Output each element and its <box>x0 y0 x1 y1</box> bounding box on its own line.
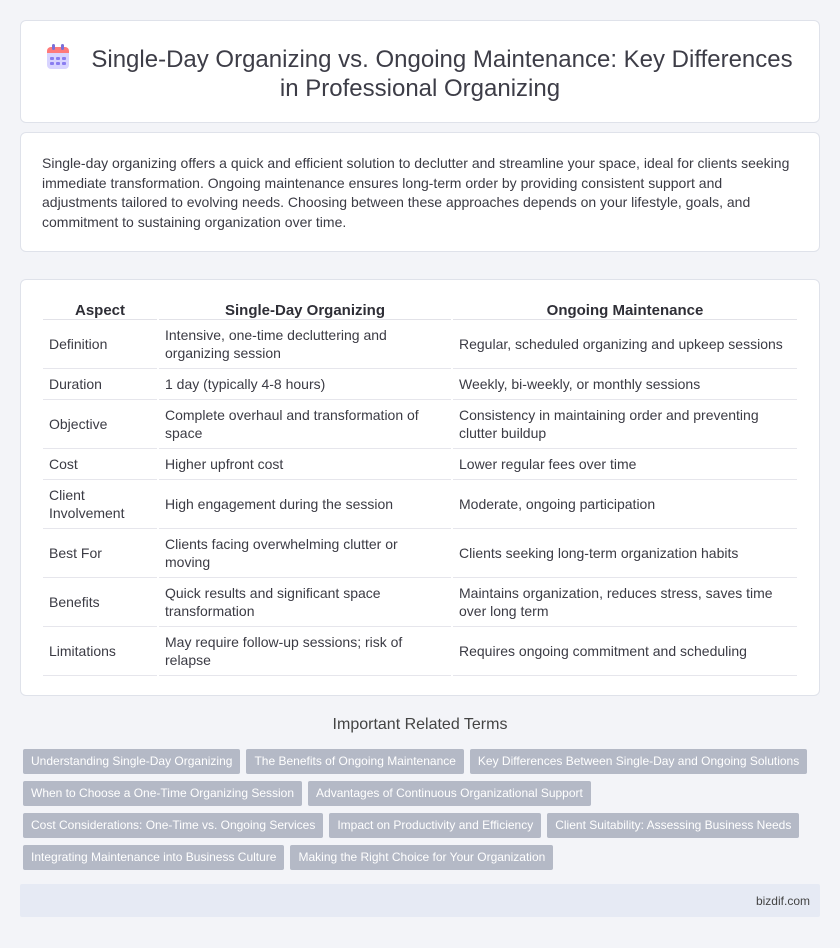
row-aspect: Best For <box>43 529 157 578</box>
table-row <box>43 578 797 627</box>
row-aspect: Duration <box>43 369 157 400</box>
related-term-tag[interactable]: Understanding Single-Day Organizing <box>23 749 240 774</box>
row-single-day: High engagement during the session <box>159 480 451 529</box>
related-term-tag[interactable]: Advantages of Continuous Organizational Support <box>308 781 591 806</box>
header-aspect: Aspect <box>43 296 157 320</box>
header-ongoing: Ongoing Maintenance <box>453 296 797 320</box>
related-term-tag[interactable]: Impact on Productivity and Efficiency <box>329 813 541 838</box>
row-aspect: Cost <box>43 449 157 480</box>
row-aspect: Limitations <box>43 627 157 676</box>
row-single-day: 1 day (typically 4-8 hours) <box>159 369 451 400</box>
row-single-day: Higher upfront cost <box>159 449 451 480</box>
table-row <box>43 400 797 449</box>
related-term-tag[interactable]: The Benefits of Ongoing Maintenance <box>246 749 463 774</box>
row-ongoing: Maintains organization, reduces stress, saves time over long term <box>453 578 797 627</box>
row-ongoing: Moderate, ongoing participation <box>453 480 797 529</box>
table-row <box>43 320 797 369</box>
related-term-tag[interactable]: Client Suitability: Assessing Business Needs <box>547 813 799 838</box>
row-ongoing: Clients seeking long-term organization habits <box>453 529 797 578</box>
row-aspect: Client Involvement <box>43 480 157 529</box>
related-term-tag[interactable]: When to Choose a One-Time Organizing Session <box>23 781 302 806</box>
row-single-day: Intensive, one-time decluttering and organizing session <box>159 320 451 369</box>
related-term-tag[interactable]: Making the Right Choice for Your Organization <box>290 845 553 870</box>
row-single-day: May require follow-up sessions; risk of relapse <box>159 627 451 676</box>
table-row <box>43 627 797 676</box>
row-aspect: Objective <box>43 400 157 449</box>
row-single-day: Clients facing overwhelming clutter or moving <box>159 529 451 578</box>
table-row <box>43 529 797 578</box>
related-term-tag[interactable]: Cost Considerations: One-Time vs. Ongoing Services <box>23 813 323 838</box>
related-term-tag[interactable]: Integrating Maintenance into Business Culture <box>23 845 284 870</box>
comparison-card <box>20 279 820 696</box>
row-ongoing: Requires ongoing commitment and scheduling <box>453 627 797 676</box>
table-row <box>43 480 797 529</box>
related-terms-list <box>23 749 813 877</box>
page-title-wrap <box>21 45 819 103</box>
row-single-day: Quick results and significant space transformation <box>159 578 451 627</box>
related-terms-heading: Important Related Terms <box>332 716 508 733</box>
title-card <box>20 20 820 123</box>
comparison-table <box>41 296 799 676</box>
row-aspect: Definition <box>43 320 157 369</box>
row-ongoing: Weekly, bi-weekly, or monthly sessions <box>453 369 797 400</box>
row-ongoing: Consistency in maintaining order and preventing clutter buildup <box>453 400 797 449</box>
footer <box>20 884 820 917</box>
page-title: Single-Day Organizing vs. Ongoing Maintenance: Key Differences in Professional Organizing <box>91 46 793 102</box>
row-aspect: Benefits <box>43 578 157 627</box>
row-single-day: Complete overhaul and transformation of space <box>159 400 451 449</box>
intro-card <box>20 132 820 252</box>
footer-site-link[interactable]: bizdif.com <box>755 894 810 908</box>
row-ongoing: Regular, scheduled organizing and upkeep sessions <box>453 320 797 369</box>
table-row <box>43 369 797 400</box>
header-single-day: Single-Day Organizing <box>159 296 451 320</box>
related-term-tag[interactable]: Key Differences Between Single-Day and Ongoing Solutions <box>470 749 807 774</box>
intro-paragraph: Single-day organizing offers a quick and efficient solution to declutter and streamline your space, ideal for clients seeking immediate transformation. Ongoing maintenance ensures long-term order by providing consistent support and adjustments tailored to evolving needs. Choosing between these approaches depends on your lifestyle, goals, and commitment to sustaining organization over time. <box>42 155 790 230</box>
table-row <box>43 449 797 480</box>
calendar-icon <box>47 47 69 69</box>
row-ongoing: Lower regular fees over time <box>453 449 797 480</box>
